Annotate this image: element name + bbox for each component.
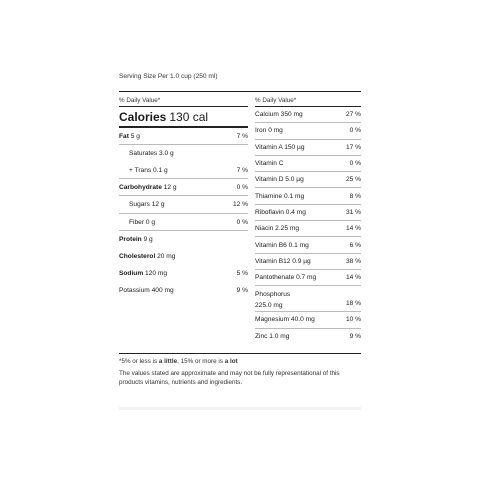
calories-label: Calories: [119, 110, 167, 124]
vitamin-name: Phosphorus 225.0 mg: [255, 291, 291, 310]
nutrient-row-carbohydrate: [119, 179, 248, 196]
nutrient-name: Saturates 3.0 g: [129, 150, 174, 157]
vitamin-percent: 10 %: [345, 316, 361, 324]
vitamin-row-vitamin-b12: [255, 254, 361, 270]
vitamin-percent: 14 %: [345, 225, 361, 233]
nutrient-row-trans: [119, 162, 248, 179]
daily-value-header-right: % Daily Value*: [255, 97, 297, 104]
disclaimer: The values stated are approximate and may not be fully representational of this products vitamins, nutrients and ingredients.: [119, 370, 340, 386]
daily-value-header-left: % Daily Value*: [119, 97, 161, 104]
vitamin-percent: 31 %: [345, 208, 361, 216]
nutrient-row-saturates: [119, 145, 248, 162]
vitamin-row-vitamin-c: [255, 156, 361, 172]
nutrient-name: Protein 9 g: [119, 236, 153, 243]
nutrient-name: Potassium 400 mg: [119, 287, 174, 294]
vitamin-percent: 38 %: [345, 257, 361, 265]
nutrient-row-sugars: [119, 196, 248, 214]
vitamin-row-pantothenate: [255, 270, 361, 286]
nutrient-percent: 7 %: [236, 166, 248, 174]
vitamin-percent: 17 %: [345, 143, 361, 151]
left-column: [119, 93, 248, 299]
vitamin-name: Zinc 1.0 mg: [255, 333, 290, 341]
vitamin-percent: 8 %: [349, 192, 361, 200]
daily-value-footnote: *5% or less is a little, 15% or more is a lot: [119, 358, 238, 365]
vitamin-name: Thiamine 0.1 mg: [255, 192, 305, 200]
vitamin-row-calcium: [255, 107, 361, 123]
right-column: [255, 93, 361, 345]
vitamin-percent: 25 %: [345, 176, 361, 184]
vitamin-row-magnesium: [255, 312, 361, 328]
vitamin-name: Vitamin C: [255, 160, 284, 168]
nutrient-percent: 5 %: [236, 270, 248, 277]
panel-bottom-edge: [119, 407, 361, 410]
vitamin-row-riboflavin: [255, 205, 361, 221]
vitamin-row-phosphorus: [255, 286, 361, 312]
nutrient-row-potassium: [119, 282, 248, 299]
calories-row: [119, 107, 248, 126]
vitamin-percent: 9 %: [349, 333, 361, 341]
nutrient-name: Sodium 120 mg: [119, 270, 168, 277]
nutrient-name: Fat 5 g: [119, 132, 140, 140]
nutrient-name: Carbohydrate 12 g: [119, 183, 177, 191]
vitamin-row-thiamine: [255, 188, 361, 204]
vitamin-name: Vitamin B6 0.1 mg: [255, 241, 309, 249]
nutrient-percent: 12 %: [232, 201, 248, 208]
vitamin-row-niacin: [255, 221, 361, 237]
vitamin-percent: 27 %: [345, 111, 361, 119]
nutrient-row-fiber: [119, 214, 248, 231]
vitamin-row-zinc: [255, 329, 361, 345]
nutrient-percent: 0 %: [236, 183, 248, 191]
nutrient-percent: 9 %: [236, 287, 248, 294]
vitamin-row-vitamin-d: [255, 172, 361, 188]
vitamin-name: Vitamin A 150 µg: [255, 143, 305, 151]
nutrient-name: Sugars 12 g: [129, 201, 165, 208]
nutrient-row-protein: [119, 231, 248, 248]
nutrition-facts-panel: [119, 66, 361, 410]
vitamin-percent: 0 %: [349, 160, 361, 168]
vitamin-percent: 18 %: [345, 300, 361, 308]
vitamin-row-vitamin-a: [255, 140, 361, 156]
serving-size: Serving Size Per 1.0 cup (250 ml): [119, 73, 218, 80]
nutrient-row-sodium: [119, 265, 248, 282]
vitamin-name: Vitamin D 5.0 µg: [255, 176, 304, 184]
calories-value: 130 cal: [169, 110, 209, 124]
vitamin-name: Niacin 2.25 mg: [255, 225, 299, 233]
vitamin-name: Calcium 350 mg: [255, 111, 303, 119]
nutrient-name: Fiber 0 g: [129, 218, 156, 226]
bottom-rule: [119, 353, 361, 354]
vitamin-row-vitamin-b6: [255, 237, 361, 253]
vitamin-name: Pantothenate 0.7 mg: [255, 274, 317, 282]
nutrient-row-fat: [119, 128, 248, 145]
top-rule: [119, 91, 361, 92]
vitamin-percent: 6 %: [349, 241, 361, 249]
nutrient-name: Cholesterol 20 mg: [119, 253, 176, 260]
nutrient-name: + Trans 0.1 g: [129, 166, 168, 174]
vitamin-name: Iron 0 mg: [255, 127, 283, 135]
vitamin-name: Riboflavin 0.4 mg: [255, 208, 306, 216]
nutrient-percent: 7 %: [236, 132, 248, 140]
nutrient-percent: 0 %: [236, 218, 248, 226]
vitamin-row-iron: [255, 123, 361, 139]
vitamin-name: Magnesium 40.0 mg: [255, 316, 315, 324]
vitamin-name: Vitamin B12 0.9 µg: [255, 257, 311, 265]
vitamin-percent: 14 %: [345, 274, 361, 282]
nutrient-row-cholesterol: [119, 248, 248, 265]
vitamin-percent: 0 %: [349, 127, 361, 135]
